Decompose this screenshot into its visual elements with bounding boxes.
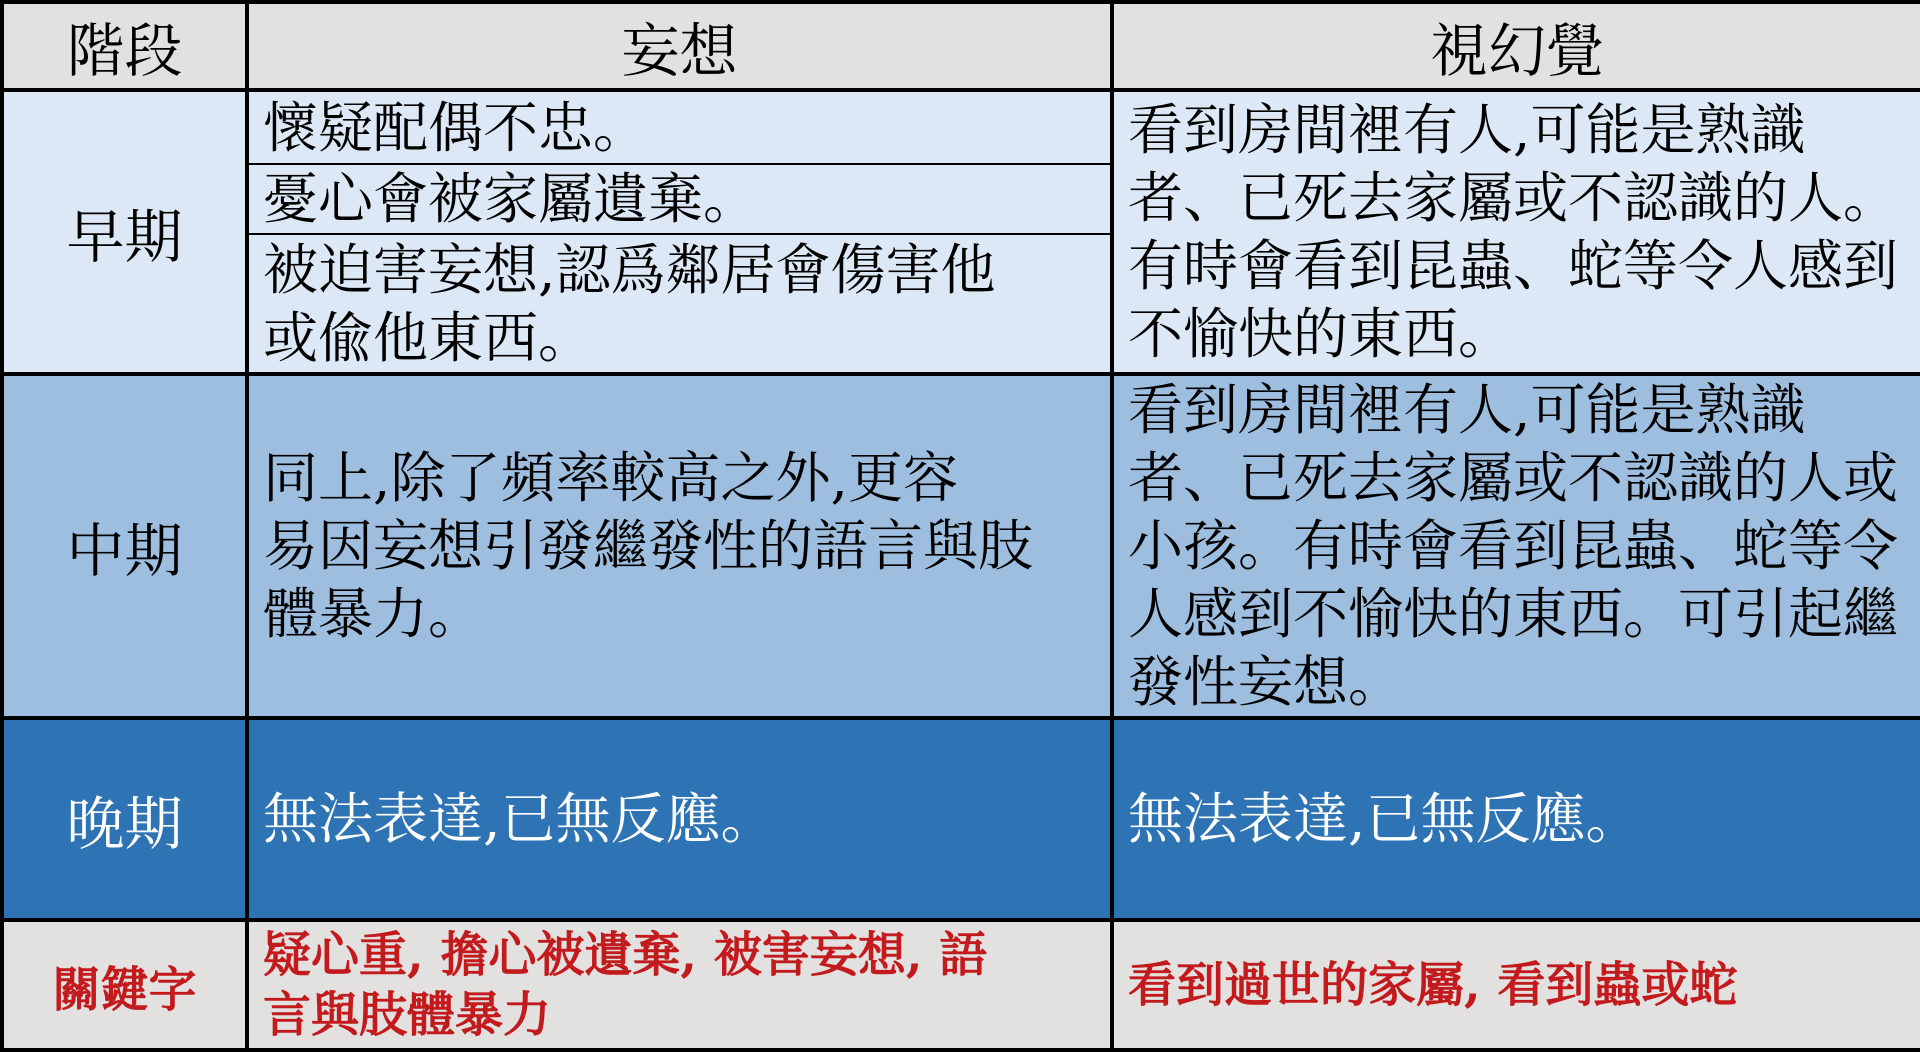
keywords-delusion-cell: 疑心重, 擔心被遺棄, 被害妄想, 語 言與肢體暴力: [247, 920, 1112, 1050]
stage-label-middle: 中期: [2, 374, 247, 718]
early-delusion-cell-1: 懷疑配偶不忠。: [247, 90, 1112, 164]
late-delusion-cell: 無法表達,已無反應。: [247, 718, 1112, 920]
early-delusion-cell-2: 憂心會被家屬遺棄。: [247, 164, 1112, 234]
header-cell-stage: 階段: [2, 2, 247, 90]
early-hallucination-cell: 看到房間裡有人,可能是熟識 者、已死去家屬或不認識的人。 有時會看到昆蟲、蛇等令人感到 不愉快的東西。: [1112, 90, 1920, 374]
keywords-row: [2, 920, 1920, 1050]
table-header-row: [2, 2, 1920, 90]
middle-stage-row: [2, 374, 1920, 718]
stage-label-late: 晚期: [2, 718, 247, 920]
middle-hallucination-cell: 看到房間裡有人,可能是熟識 者、已死去家屬或不認識的人或 小孩。有時會看到昆蟲、蛇等令 人感到不愉快的東西。可引起繼 發性妄想。: [1112, 374, 1920, 718]
keywords-label: 關鍵字: [2, 920, 247, 1050]
header-cell-delusion: 妄想: [247, 2, 1112, 90]
late-hallucination-cell: 無法表達,已無反應。: [1112, 718, 1920, 920]
late-stage-row: [2, 718, 1920, 920]
header-cell-hallucination: 視幻覺: [1112, 2, 1920, 90]
keywords-hallucination-cell: 看到過世的家屬, 看到蟲或蛇: [1112, 920, 1920, 1050]
middle-delusion-cell: 同上,除了頻率較高之外,更容 易因妄想引發繼發性的語言與肢 體暴力。: [247, 374, 1112, 718]
early-delusion-cell-3: 被迫害妄想,認爲鄰居會傷害他 或偸他東西。: [247, 234, 1112, 374]
stage-label-early: 早期: [2, 90, 247, 374]
early-stage-row: [2, 90, 1920, 164]
